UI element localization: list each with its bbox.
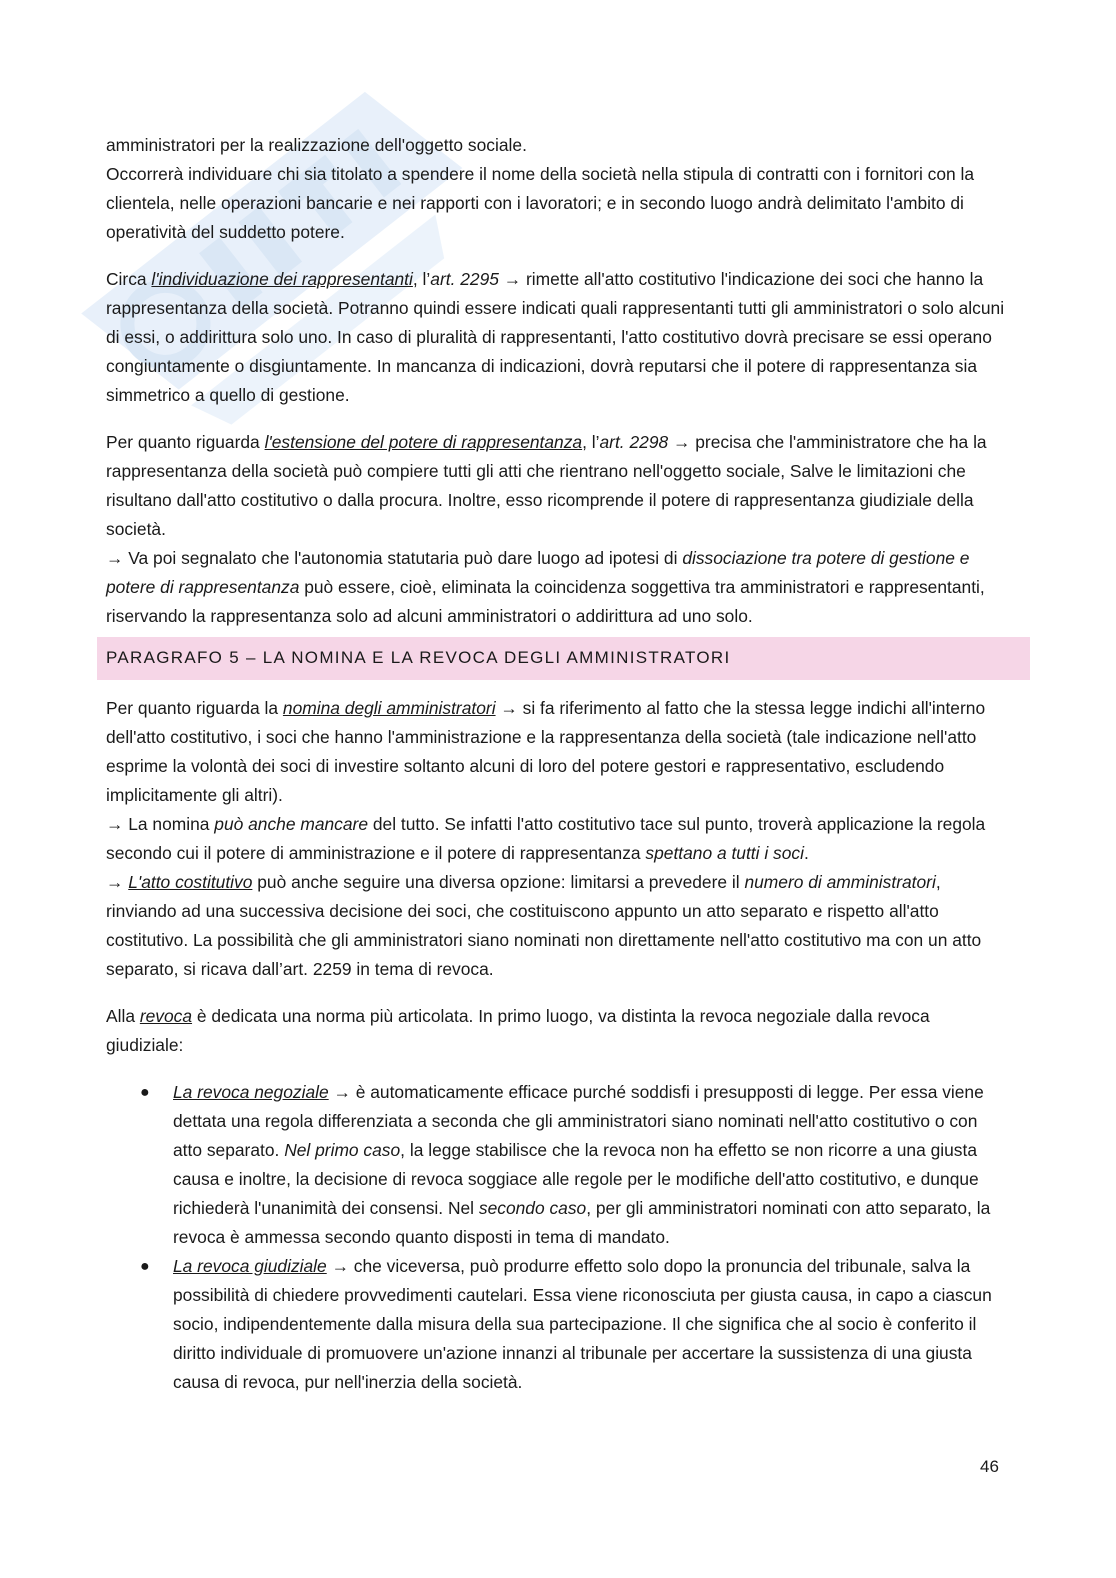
arrow-icon: → [106, 814, 124, 834]
paragraph-intro [106, 131, 1006, 247]
arrow-icon: → [673, 432, 691, 452]
intro-line-2: Occorrerà individuare chi sia titolato a spendere il nome della società nella stipula di contratti con i fornitori con la clientela, nelle operazioni bancarie e nei rapporti con i lavoratori; e in secondo luogo andrà delimitato l'ambito di operatività del suddetto potere. [106, 164, 975, 242]
italic-term: spettano a tutti i soci [645, 843, 804, 863]
intro-line-1: amministratori per la realizzazione dell'oggetto sociale. [106, 135, 527, 155]
underlined-term: nomina degli amministratori [282, 698, 496, 718]
page-number: 46 [980, 1457, 999, 1476]
text-run: Alla [106, 1006, 140, 1026]
text-run: è automaticamente efficace purché soddisfi i presupposti di legge. Per essa viene dettata una regola differenziata a seconda che gli amministratori siano nominati nell'atto costitutivo o con atto separato. [173, 1082, 984, 1160]
text-run: , la legge stabilisce che la revoca non ha effetto se non ricorre a una giusta causa e inoltre, la decisione di revoca soggiace alle regole per le modifiche dell'atto costitutivo, e dunque richiederà l'unanimità dei consensi. Nel [173, 1140, 979, 1218]
bullet-icon: ● [140, 1258, 150, 1275]
article-reference: art. 2295 [430, 269, 499, 289]
text-run: . [803, 843, 809, 863]
arrow-icon: → [106, 548, 124, 568]
paragraph-atto-costitutivo [106, 868, 1006, 984]
text-run: precisa che l'amministratore che ha la rappresentanza della società può compiere tutti gli atti che rientrano nell'oggetto sociale, Salve le limitazioni che risultano dall'atto costitutivo o dalla procura. Inoltre, esso ricomprende il potere di rappresentanza giudiziale della società. [106, 432, 987, 539]
italic-term: Nel primo caso [284, 1140, 401, 1160]
text-run: La nomina [123, 814, 215, 834]
text-run: è dedicata una norma più articolata. In primo luogo, va distinta la revoca negoziale dalla revoca giudiziale: [106, 1006, 930, 1055]
section-heading: PARAGRAFO 5 – LA NOMINA E LA REVOCA DEGLI AMMINISTRATORI [97, 637, 1030, 680]
arrow-icon: → [500, 698, 518, 718]
underlined-term: La revoca giudiziale [173, 1256, 327, 1276]
underlined-term: l'individuazione dei rappresentanti [151, 269, 413, 289]
text-run: può anche seguire una diversa opzione: limitarsi a prevedere il [252, 872, 745, 892]
text-run: , l’ [412, 269, 431, 289]
italic-term: numero di amministratori [744, 872, 936, 892]
bullet-icon: ● [140, 1084, 150, 1101]
arrow-icon: → [503, 269, 522, 289]
italic-term: secondo caso [478, 1198, 587, 1218]
underlined-term: revoca [139, 1006, 193, 1026]
text-run: , rinviando ad una successiva decisione dei soci, che costituiscono appunto un atto separato e rispetto all'atto costitutivo. La possibilità che gli amministratori siano nominati non direttamente nell'atto costitutivo ma con un atto separato, si ricava dall’art. 2259 in tema di revoca. [106, 872, 982, 979]
arrow-icon: → [331, 1256, 349, 1276]
text-run: del tutto. Se infatti l'atto costitutivo tace sul punto, troverà applicazione la regola secondo cui il potere di amministrazione e il potere di rappresentanza [106, 814, 986, 863]
underlined-term: l'estensione del potere di rappresentanza [264, 432, 583, 452]
text-run: Per quanto riguarda [106, 432, 265, 452]
underlined-term: La revoca negoziale [173, 1082, 329, 1102]
italic-term: può anche mancare [214, 814, 369, 834]
paragraph-dissociazione [106, 544, 1006, 631]
paragraph-revoca [106, 1002, 1006, 1060]
article-reference: art. 2298 [599, 432, 669, 452]
arrow-icon: → [106, 872, 124, 892]
paragraph-rappresentanti [106, 265, 1006, 410]
underlined-term: L'atto costitutivo [128, 872, 253, 892]
text-run: Per quanto riguarda la [106, 698, 283, 718]
italic-term: dissociazione tra potere di gestione e potere di rappresentanza [106, 548, 970, 597]
text-run: Va poi segnalato che l'autonomia statutaria può dare luogo ad ipotesi di [123, 548, 683, 568]
text-run: Circa [106, 269, 152, 289]
text-run: , l’ [582, 432, 600, 452]
list-item-revoca-giudiziale [106, 1252, 1006, 1397]
list-item-revoca-negoziale [106, 1078, 1006, 1252]
revoca-list [106, 1078, 1006, 1397]
text-run: , per gli amministratori nominati con atto separato, la revoca è ammessa secondo quanto disposti in tema di mandato. [173, 1198, 991, 1247]
arrow-icon: → [333, 1082, 351, 1102]
paragraph-nomina [106, 694, 1006, 810]
text-run: può essere, cioè, eliminata la coincidenza soggettiva tra amministratori e rappresentanti, riservando la rappresentanza solo ad alcuni amministratori o addirittura ad uno solo. [106, 577, 985, 626]
text-run: si fa riferimento al fatto che la stessa legge indichi all'interno dell'atto costitutivo, i soci che hanno l'amministrazione e la rappresentanza della società (tale indicazione nell'atto esprime la volontà dei soci di investire soltanto alcuni di loro del potere gestori e rappresentativo, escludendo implicitamente gli altri). [106, 698, 986, 805]
document-page [106, 131, 1006, 1397]
paragraph-nomina-mancare [106, 810, 1006, 868]
text-run: rimette all'atto costitutivo l'indicazione dei soci che hanno la rappresentanza della società. Potranno quindi essere indicati quali rappresentanti tutti gli amministratori o solo alcuni di essi, o addirittura solo uno. In caso di pluralità di rappresentanti, l'atto costitutivo dovrà precisare se essi operano congiuntamente o disgiuntamente. In mancanza di indicazioni, dovrà reputarsi che il potere di rappresentanza sia simmetrico a quello di gestione. [106, 269, 1005, 405]
paragraph-estensione [106, 428, 1006, 544]
text-run: che viceversa, può produrre effetto solo dopo la pronuncia del tribunale, salva la possibilità di chiedere provvedimenti cautelari. Essa viene riconosciuta per giusta causa, in capo a ciascun socio, indipendentemente dalla misura della sua partecipazione. Il che significa che al socio è conferito il diritto individuale di promuovere un'azione innanzi al tribunale per accertare la sussistenza di una giusta causa di revoca, pur nell'inerzia della società. [173, 1256, 992, 1392]
